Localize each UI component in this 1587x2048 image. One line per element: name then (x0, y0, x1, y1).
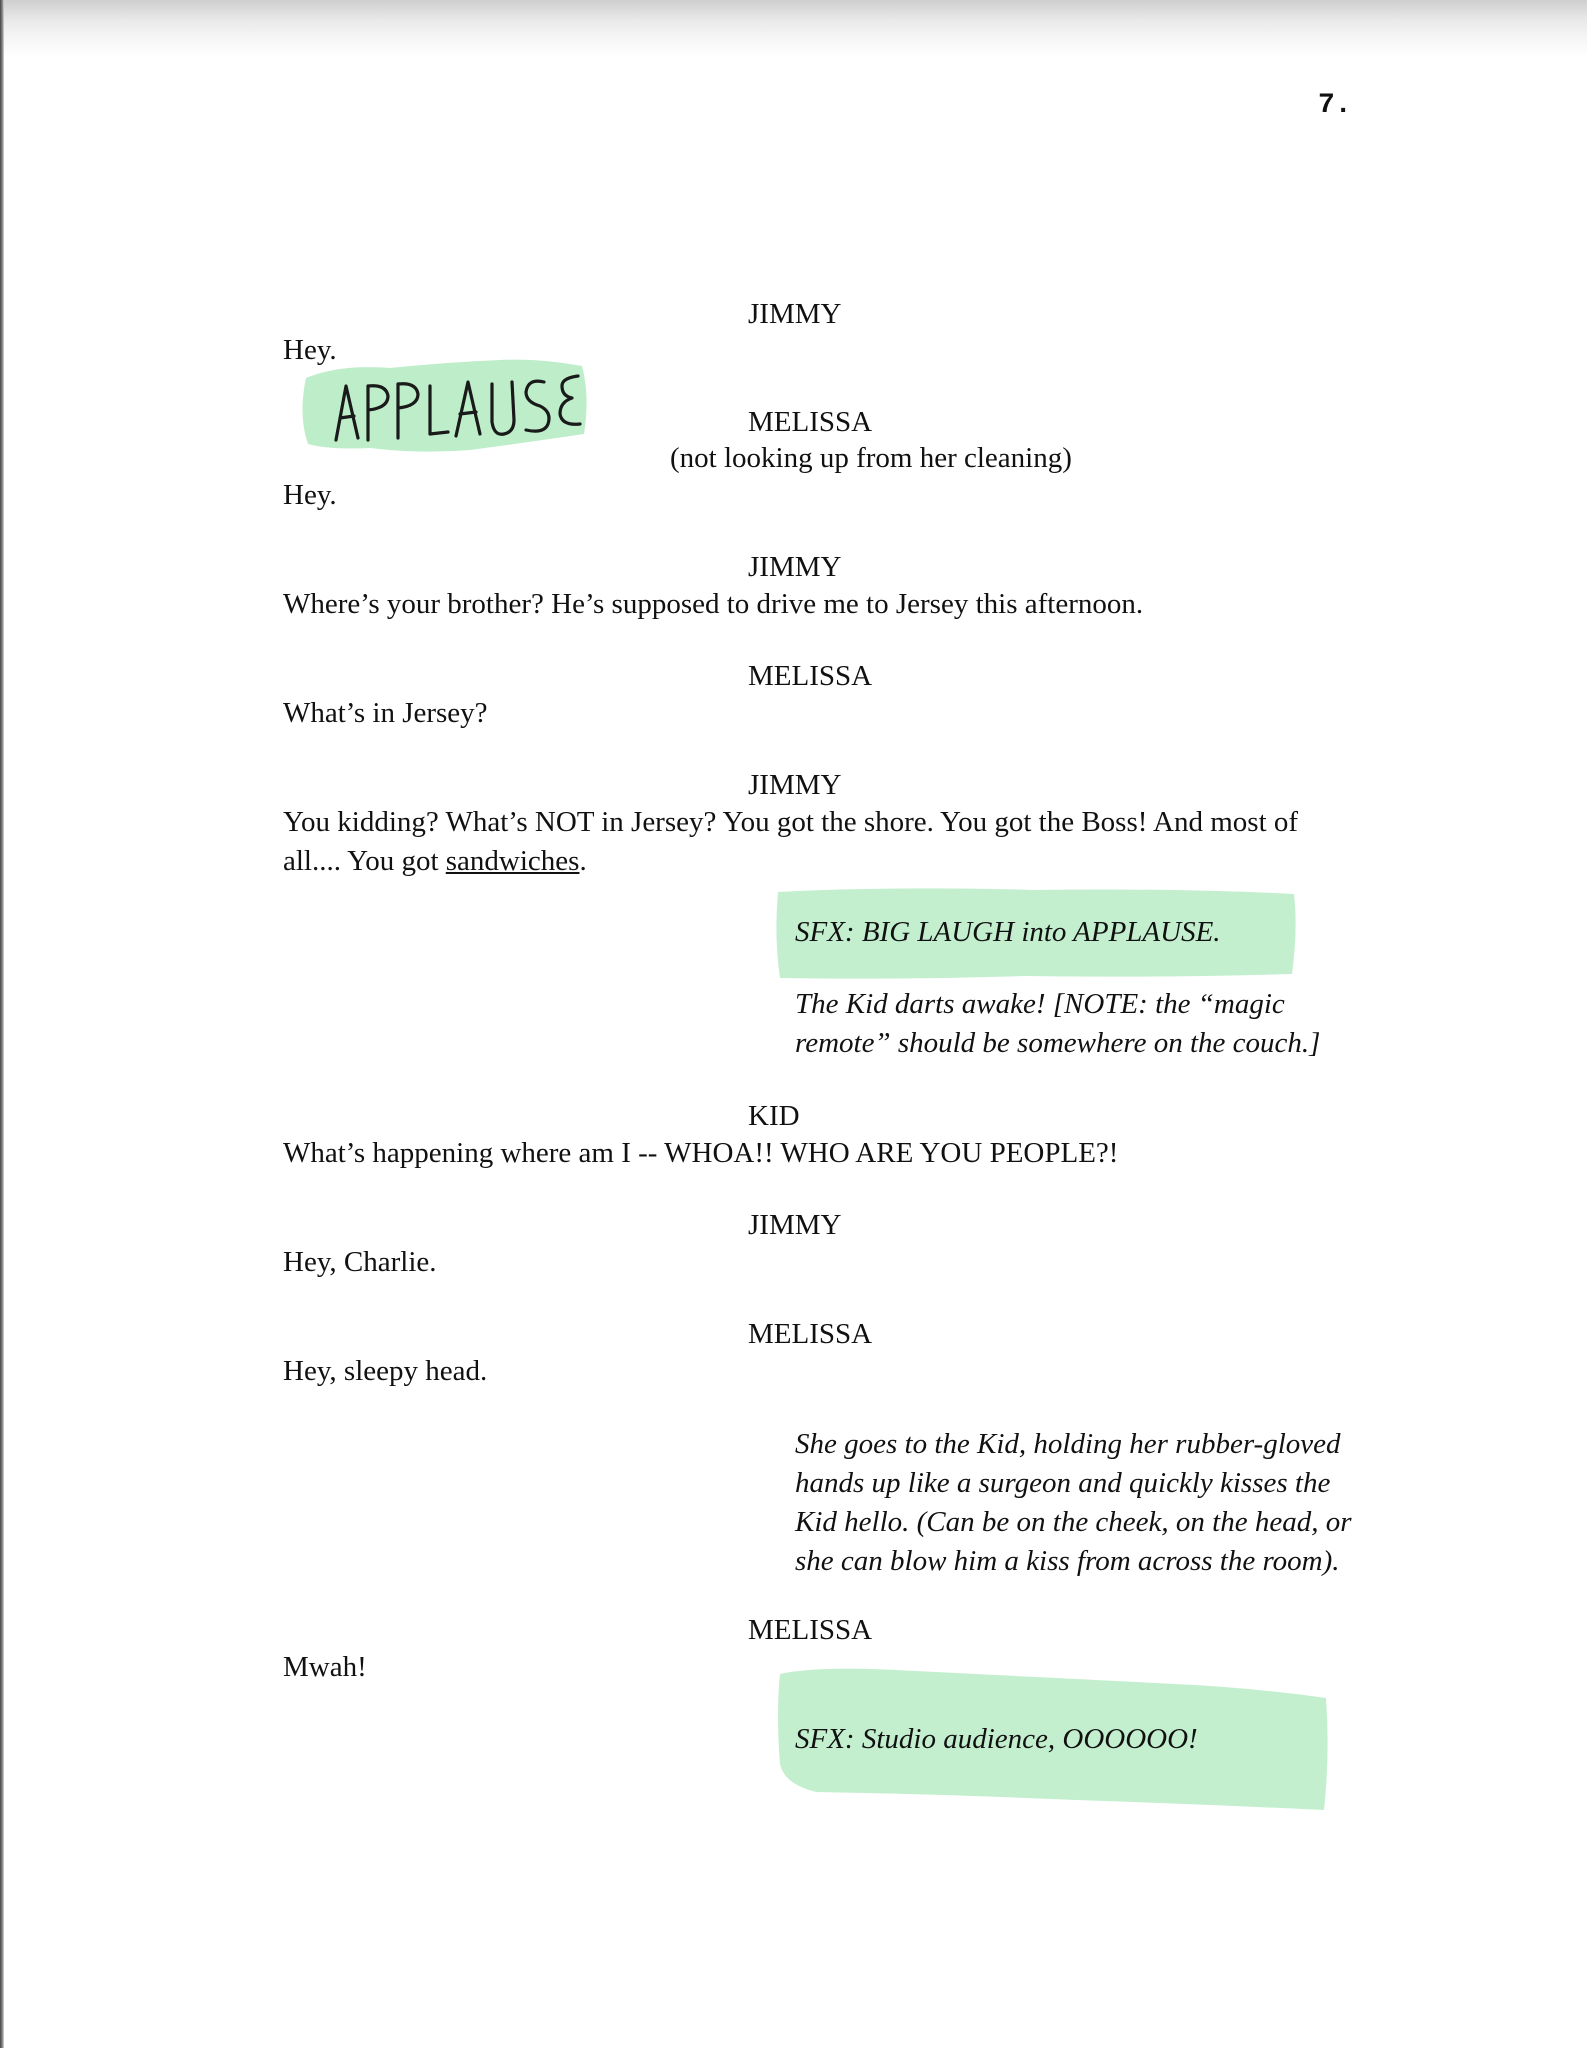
underlined-word: sandwiches (445, 845, 580, 877)
dialogue-text: all.... You got (283, 845, 446, 877)
dialogue-line: Mwah! (283, 1651, 367, 1683)
parenthetical: (not looking up from her cleaning) (670, 442, 1072, 474)
sfx-cue: SFX: Studio audience, OOOOOO! (795, 1723, 1198, 1755)
character-name: JIMMY (748, 551, 842, 583)
svg-text:APPLAUSE: APPLAUSE (450, 454, 456, 455)
character-name: MELISSA (748, 1318, 873, 1350)
character-name: KID (748, 1100, 800, 1132)
dialogue-line: Hey. (283, 479, 337, 511)
dialogue-line: You kidding? What’s NOT in Jersey? You got the shore. You got the Boss! And most of (283, 806, 1299, 838)
action-line: The Kid darts awake! [NOTE: the “magic (795, 988, 1285, 1020)
character-name: MELISSA (748, 660, 873, 692)
applause-handwritten-stamp (300, 356, 590, 456)
action-line: hands up like a surgeon and quickly kisses the (795, 1467, 1331, 1499)
action-line: remote” should be somewhere on the couch.] (795, 1027, 1321, 1059)
character-name: JIMMY (748, 769, 842, 801)
action-line: She goes to the Kid, holding her rubber-gloved (795, 1428, 1341, 1460)
page-top-shadow (0, 0, 1587, 58)
page-number: 7. (1318, 90, 1352, 121)
character-name: JIMMY (748, 1209, 842, 1241)
action-line: Kid hello. (Can be on the cheek, on the head, or (795, 1506, 1352, 1538)
dialogue-line: Hey, sleepy head. (283, 1355, 488, 1387)
dialogue-line: What’s happening where am I -- WHOA!! WHO ARE YOU PEOPLE?! (283, 1137, 1119, 1169)
dialogue-line (283, 842, 587, 880)
character-name: JIMMY (748, 298, 842, 330)
character-name: MELISSA (748, 1614, 873, 1646)
dialogue-line: Where’s your brother? He’s supposed to drive me to Jersey this afternoon. (283, 588, 1144, 620)
character-name: MELISSA (748, 406, 873, 438)
sfx-cue: SFX: BIG LAUGH into APPLAUSE. (795, 916, 1221, 948)
dialogue-line: Hey, Charlie. (283, 1246, 437, 1278)
dialogue-text: . (579, 845, 587, 877)
dialogue-line: Hey. (283, 334, 337, 366)
action-line: she can blow him a kiss from across the room). (795, 1545, 1340, 1577)
page-left-edge (0, 0, 4, 2048)
dialogue-line: What’s in Jersey? (283, 697, 488, 729)
